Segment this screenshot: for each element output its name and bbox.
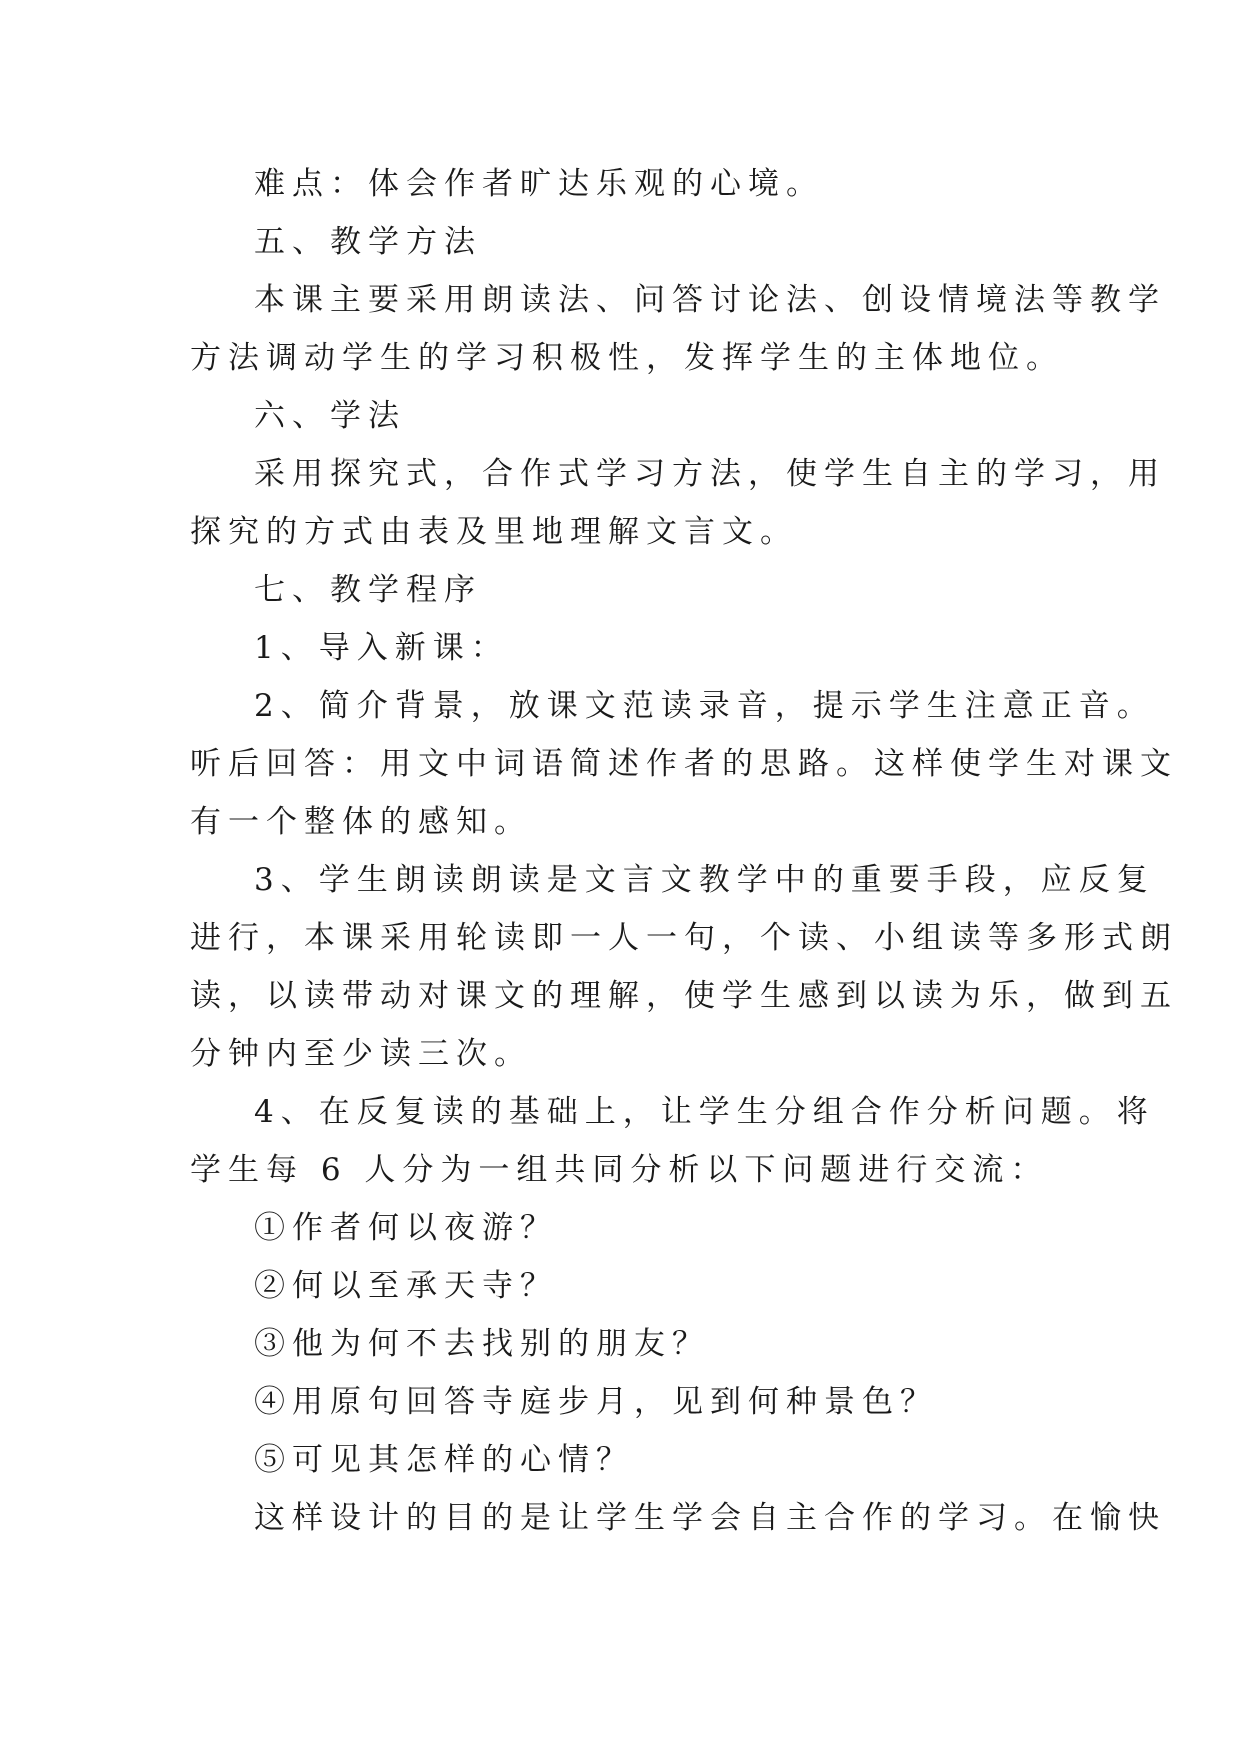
question-item: ①作者何以夜游？ [254, 1210, 558, 1246]
paragraph-line: 听后回答：用文中词语简述作者的思路。这样使学生对课文 [190, 746, 1178, 782]
paragraph-line: 进行，本课采用轮读即一人一句，个读、小组读等多形式朗 [190, 920, 1178, 956]
section-heading: 七、教学程序 [254, 572, 482, 608]
question-item: ④用原句回答寺庭步月，见到何种景色？ [254, 1384, 938, 1420]
paragraph-line: 4、在反复读的基础上，让学生分组合作分析问题。将 [254, 1094, 1155, 1130]
paragraph-line: 探究的方式由表及里地理解文言文。 [190, 514, 798, 550]
question-item: ③他为何不去找别的朋友？ [254, 1326, 710, 1362]
paragraph-line: 读，以读带动对课文的理解，使学生感到以读为乐，做到五 [190, 978, 1178, 1014]
paragraph-line: 这样设计的目的是让学生学会自主合作的学习。在愉快 [254, 1500, 1166, 1536]
paragraph-line: 分钟内至少读三次。 [190, 1036, 532, 1072]
paragraph-line: 方法调动学生的学习积极性，发挥学生的主体地位。 [190, 340, 1064, 376]
paragraph-line: 学生每 6 人分为一组共同分析以下问题进行交流： [190, 1152, 1049, 1188]
paragraph-line: 3、学生朗读朗读是文言文教学中的重要手段，应反复 [254, 862, 1155, 898]
section-heading: 五、教学方法 [254, 224, 482, 260]
paragraph-line: 有一个整体的感知。 [190, 804, 532, 840]
step-heading: 1、导入新课： [254, 630, 509, 666]
paragraph-line: 本课主要采用朗读法、问答讨论法、创设情境法等教学 [254, 282, 1166, 318]
section-heading: 六、学法 [254, 398, 406, 434]
question-item: ⑤可见其怎样的心情？ [254, 1442, 634, 1478]
paragraph-line: 2、简介背景，放课文范读录音，提示学生注意正音。 [254, 688, 1155, 724]
question-item: ②何以至承天寺？ [254, 1268, 558, 1304]
paragraph-line: 难点：体会作者旷达乐观的心境。 [254, 166, 824, 202]
paragraph-line: 采用探究式，合作式学习方法，使学生自主的学习，用 [254, 456, 1166, 492]
